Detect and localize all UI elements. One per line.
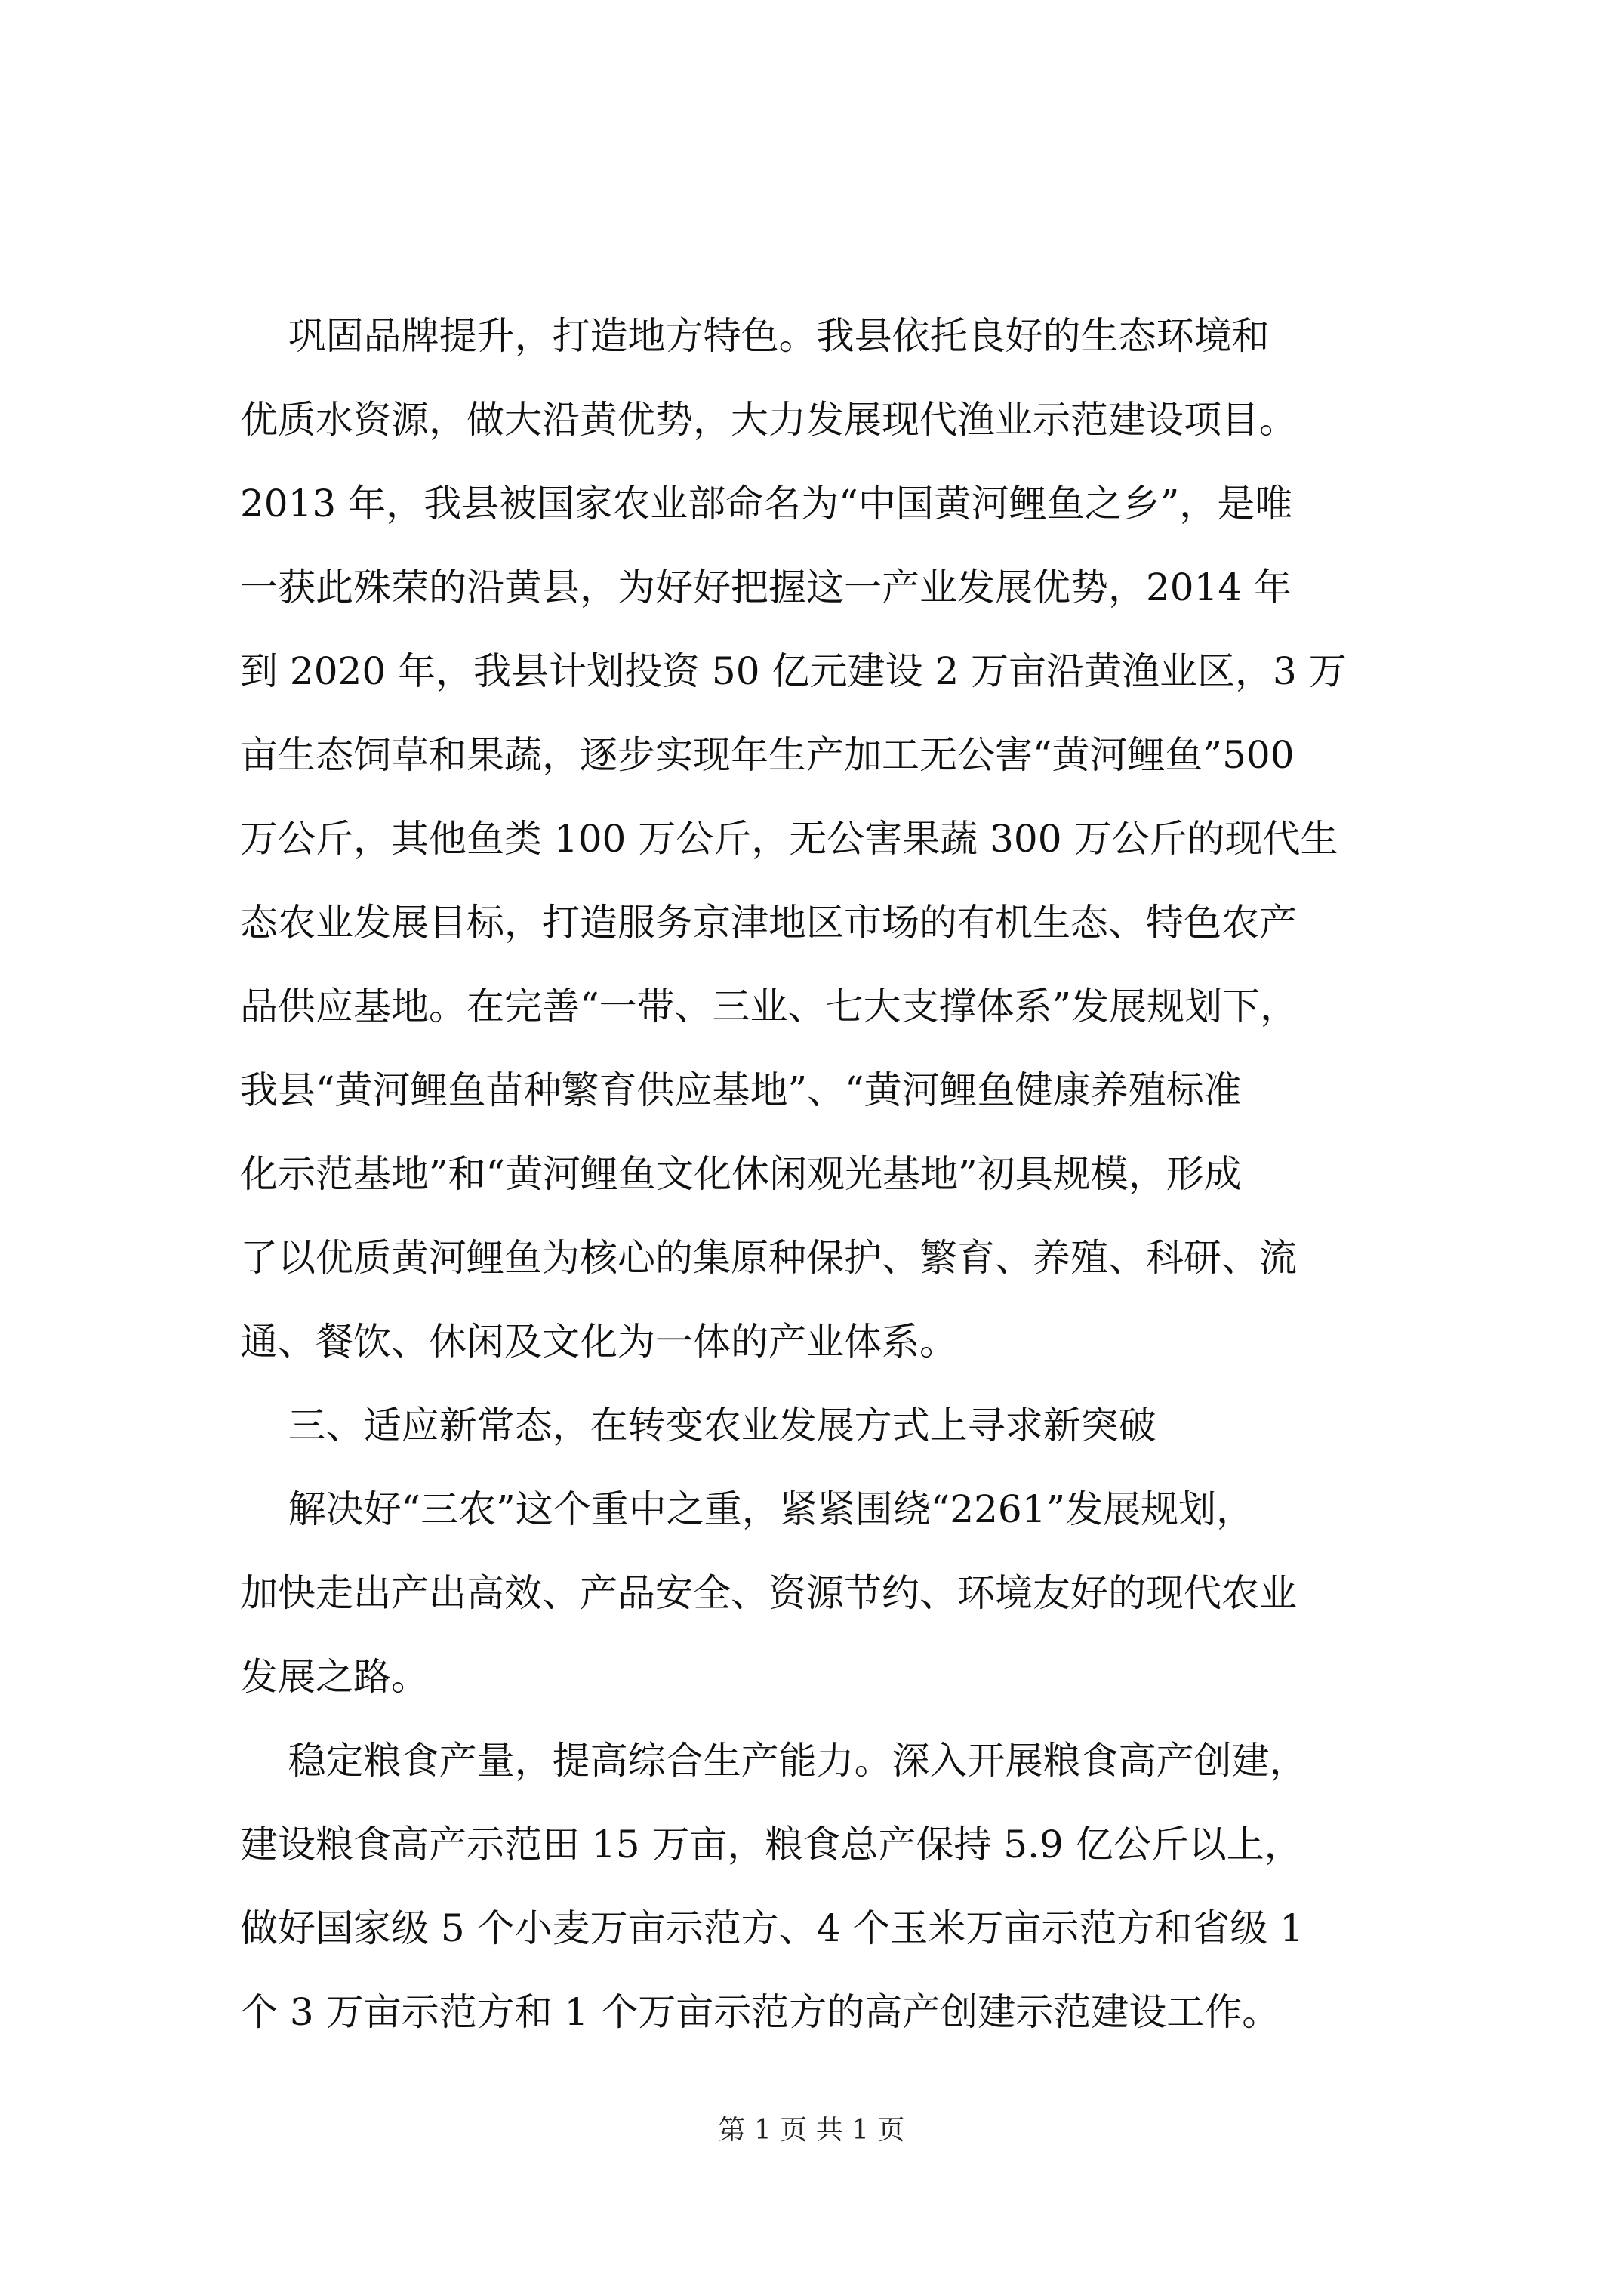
text-line: 我县“黄河鲤鱼苗种繁育供应基地”、“黄河鲤鱼健康养殖标准 [240,1068,1242,1112]
text-line: 化示范基地”和“黄河鲤鱼文化休闲观光基地”初具规模，形成 [240,1152,1242,1196]
text-line: 稳定粮食产量，提高综合生产能力。深入开展粮食高产创建， [240,1739,1307,1783]
text-line: 2013 年，我县被国家农业部命名为“中国黄河鲤鱼之乡”，是唯 [240,482,1293,525]
text-line: 加快走出产出高效、产品安全、资源节约、环境友好的现代农业 [240,1571,1297,1615]
text-line: 一获此殊荣的沿黄县，为好好把握这一产业发展优势，2014 年 [240,566,1292,609]
text-line: 发展之路。 [240,1655,429,1699]
text-line: 建设粮食高产示范田 15 万亩，粮食总产保持 5.9 亿公斤以上， [240,1823,1302,1866]
text-line: 态农业发展目标，打造服务京津地区市场的有机生态、特色农产 [240,901,1297,945]
text-line: 解决好“三农”这个重中之重，紧紧围绕“2261”发展规划， [240,1487,1255,1531]
text-line: 通、餐饮、休闲及文化为一体的产业体系。 [240,1320,957,1364]
section-heading: 三、适应新常态，在转变农业发展方式上寻求新突破 [240,1404,1156,1447]
text-line: 亩生态饲草和果蔬，逐步实现年生产加工无公害“黄河鲤鱼”500 [240,733,1295,777]
text-line: 优质水资源，做大沿黄优势，大力发展现代渔业示范建设项目。 [240,398,1297,442]
text-line: 个 3 万亩示范方和 1 个万亩示范方的高产创建示范建设工作。 [240,1990,1280,2034]
text-line: 做好国家级 5 个小麦万亩示范方、4 个玉米万亩示范方和省级 1 [240,1906,1304,1950]
text-line: 品供应基地。在完善“一带、三业、七大支撑体系”发展规划下， [240,985,1298,1028]
document-body [240,294,1418,2054]
text-line: 到 2020 年，我县计划投资 50 亿元建设 2 万亩沿黄渔业区，3 万 [240,649,1347,693]
text-line: 了以优质黄河鲤鱼为核心的集原种保护、繁育、养殖、科研、流 [240,1236,1297,1280]
text-line: 巩固品牌提升，打造地方特色。我县依托良好的生态环境和 [240,314,1270,358]
text-line: 万公斤，其他鱼类 100 万公斤，无公害果蔬 300 万公斤的现代生 [240,817,1338,861]
page-footer: 第 1 页 共 1 页 [718,2115,905,2146]
